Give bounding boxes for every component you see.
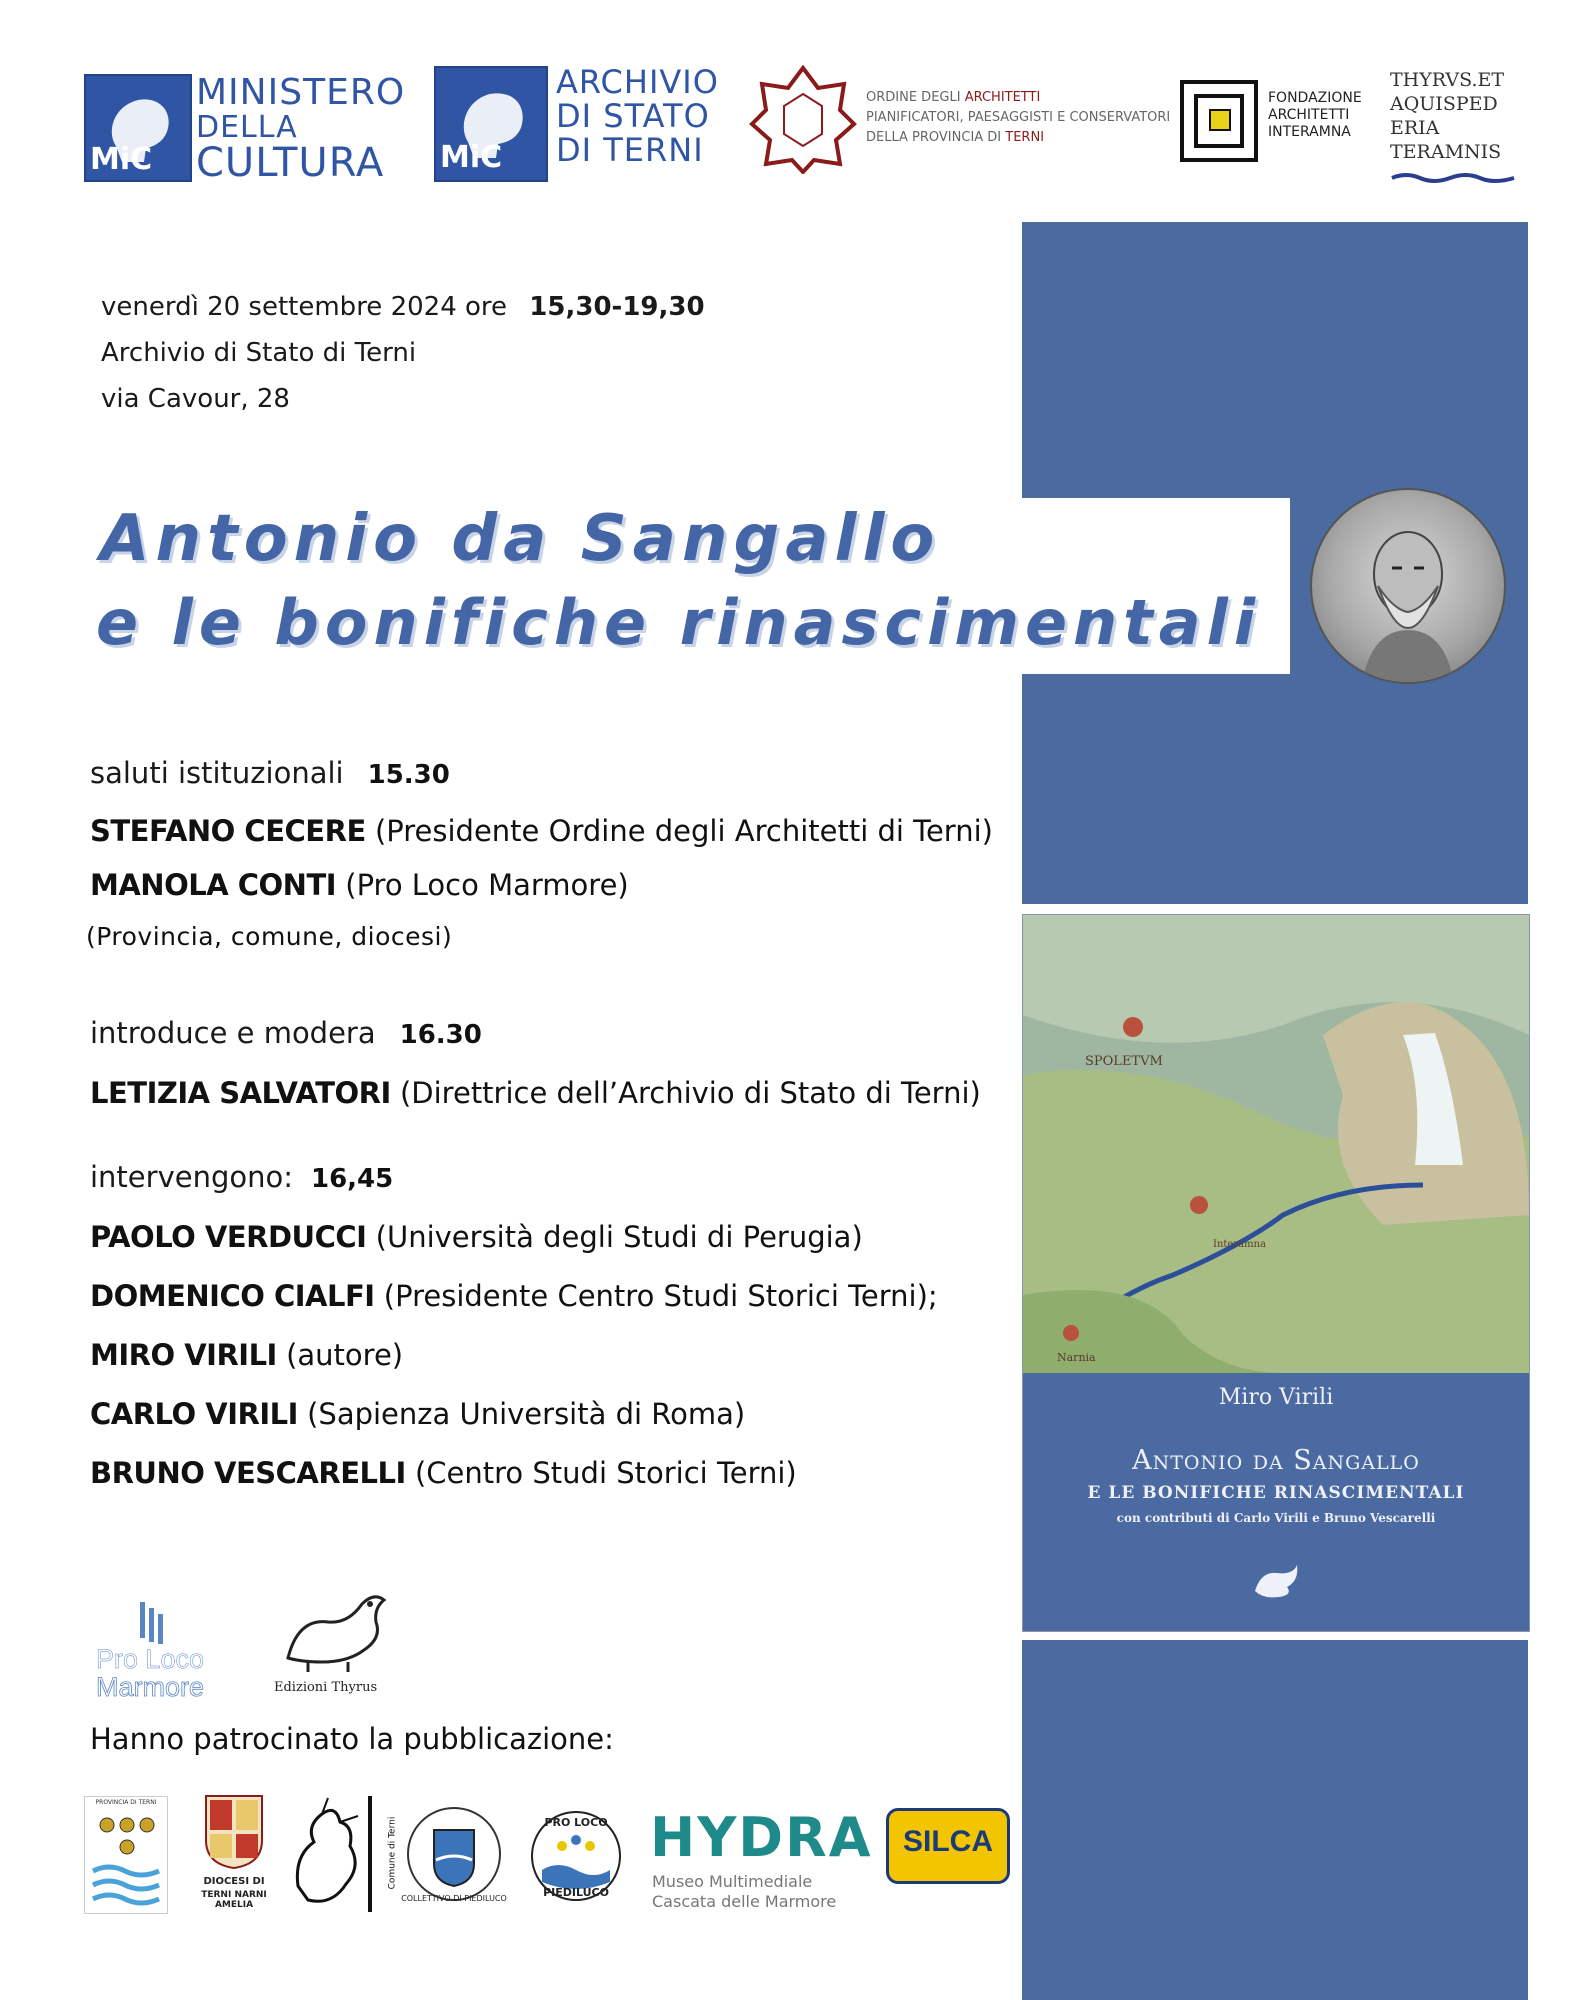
edizioni-thyrus-logo <box>270 1588 400 1702</box>
piediluco-top-label: PRO LOCO <box>544 1816 608 1829</box>
edizioni-thyrus-caption: Edizioni Thyrus <box>274 1680 378 1695</box>
archivio-logo <box>434 63 719 184</box>
book-subtitle: con contributi di Carlo Virili e Bruno Vescarelli <box>1116 1511 1436 1525</box>
event-address: via Cavour, 28 <box>101 384 290 414</box>
dragon-icon <box>278 1588 392 1676</box>
saluti-note: (Provincia, comune, diocesi) <box>86 922 453 951</box>
ordine-line1: ORDINE DEGLI ARCHITETTI <box>866 90 1041 105</box>
comune-terni-logo <box>288 1796 398 1912</box>
book-cover <box>1022 914 1530 1632</box>
hydra-wordmark: HYDRA <box>650 1806 873 1869</box>
proloco-line2: Marmore <box>96 1672 205 1702</box>
dragon-icon <box>1249 1561 1303 1601</box>
saluti-time: 15.30 <box>367 760 450 790</box>
circolo-emblem-icon <box>404 1804 504 1904</box>
diocesi-line2: TERNI NARNI AMELIA <box>201 1890 267 1910</box>
ordine-line3: DELLA PROVINCIA DI TERNI <box>866 130 1045 145</box>
comune-divider <box>368 1796 372 1912</box>
title-line-2: e le bonifiche rinascimentali <box>96 586 1262 659</box>
hydra-line2: Cascata delle Marmore <box>652 1892 837 1911</box>
diocesi-logo <box>182 1794 286 1914</box>
archivio-line3: DI TERNI <box>556 131 704 169</box>
speaker-conti: MANOLA CONTI (Pro Loco Marmore) <box>90 868 629 902</box>
archivio-emblem <box>434 66 548 182</box>
diocesi-line1: DIOCESI DI <box>203 1876 265 1887</box>
waterfall-icon <box>138 1598 178 1648</box>
comune-label: Comune di Terni <box>387 1816 398 1890</box>
portrait-medallion <box>1310 488 1506 684</box>
map-label-spoletum: SPOLETVM <box>1085 1054 1163 1069</box>
book-title: Antonio da Sangallo <box>1132 1445 1420 1476</box>
mic-emblem <box>84 74 192 182</box>
archivio-line2: DI STATO <box>556 97 710 135</box>
diocesi-shield-icon <box>204 1794 264 1870</box>
map-label-interamna: Interamna <box>1213 1239 1266 1250</box>
speaker-cecere: STEFANO CECERE (Presidente Ordine degli Architetti di Terni) <box>90 814 993 848</box>
blue-panel-bottom <box>1022 1640 1528 2000</box>
provincia-terni-logo <box>84 1796 168 1914</box>
piediluco-bottom-label: PIEDILUCO <box>543 1886 609 1899</box>
proloco-line1: Pro Loco <box>96 1644 205 1674</box>
silca-logo <box>886 1808 1010 1884</box>
speaker-salvatori: LETIZIA SALVATORI (Direttrice dell’Archivio di Stato di Terni) <box>90 1076 981 1110</box>
provincia-crest-icon <box>89 1811 163 1911</box>
mic-line3: CULTURA <box>196 140 385 186</box>
provincia-label: PROVINCIA DI TERNI <box>95 1799 157 1806</box>
proloco-piediluco-logo <box>528 1806 624 1906</box>
ordine-line2: PIANIFICATORI, PAESAGGISTI E CONSERVATORI <box>866 110 1171 125</box>
mic-logo <box>84 74 414 184</box>
hydra-line1: Museo Multimediale <box>652 1872 813 1891</box>
speaker-vescarelli: BRUNO VESCARELLI (Centro Studi Storici Terni) <box>90 1456 797 1490</box>
fondazione-mark-icon <box>1176 76 1262 166</box>
archivio-badge: MiC <box>440 140 503 175</box>
event-venue: Archivio di Stato di Terni <box>101 338 417 368</box>
thyrus-logo <box>1390 68 1516 186</box>
mic-badge: MiC <box>90 142 153 177</box>
map-illustration <box>1023 915 1529 1373</box>
speaker-verducci: PAOLO VERDUCCI (Università degli Studi di Perugia) <box>90 1220 863 1254</box>
comune-wyvern-icon <box>288 1796 364 1912</box>
circolo-label: COLLETTIVO DI PIEDILUCO <box>401 1894 507 1903</box>
event-date: venerdì 20 settembre 2024 ore <box>101 292 508 322</box>
portrait-icon <box>1312 490 1504 682</box>
modera-heading: introduce e modera 16.30 <box>90 1016 482 1050</box>
fondazione-logo <box>1176 76 1366 168</box>
circolo-logo <box>401 1804 507 1904</box>
archivio-line1: ARCHIVIO <box>556 63 719 101</box>
thyrus-text: THYRVS.ET AQUISPED ERIA TERAMNIS <box>1390 69 1505 163</box>
modera-time: 16.30 <box>399 1020 482 1050</box>
hydra-logo <box>650 1806 873 1912</box>
book-author: Miro Virili <box>1218 1385 1334 1410</box>
interventi-time: 16,45 <box>311 1164 394 1194</box>
patronage-heading: Hanno patrocinato la pubblicazione: <box>90 1722 614 1756</box>
proloco-marmore-logo <box>96 1598 236 1702</box>
event-date-line <box>101 292 705 322</box>
mic-line1: MINISTERO <box>196 72 406 113</box>
map-label-narnia: Narnia <box>1057 1351 1096 1364</box>
title-line-1: Antonio da Sangallo <box>100 502 941 576</box>
fondazione-text: FONDAZIONE ARCHITETTI INTERAMNA <box>1268 90 1362 140</box>
wave-icon <box>1390 172 1516 184</box>
event-hours: 15,30-19,30 <box>529 292 705 322</box>
speaker-carlo-virili: CARLO VIRILI (Sapienza Università di Roma) <box>90 1397 746 1431</box>
speaker-cialfi: DOMENICO CIALFI (Presidente Centro Studi Storici Terni); <box>90 1279 938 1313</box>
interventi-heading: intervengono: 16,45 <box>90 1160 394 1194</box>
speaker-miro-virili: MIRO VIRILI (autore) <box>90 1338 404 1372</box>
ordine-logo <box>748 64 1171 180</box>
star-icon <box>748 64 858 174</box>
book-title-2: E LE BONIFICHE RINASCIMENTALI <box>1087 1483 1465 1503</box>
saluti-heading: saluti istituzionali 15.30 <box>90 756 450 790</box>
mic-line2: DELLA <box>196 110 298 145</box>
silca-wordmark: SILCA <box>903 1825 993 1858</box>
